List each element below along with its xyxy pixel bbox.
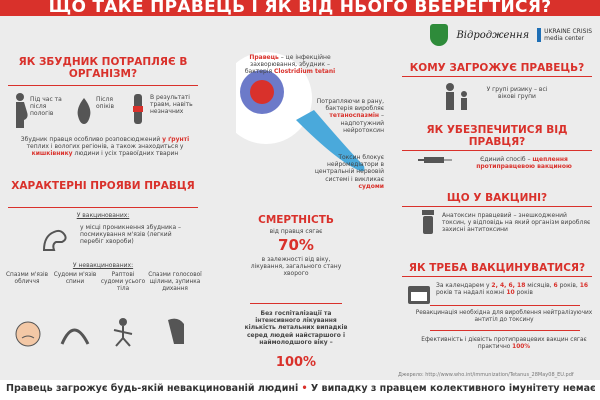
footer-part: У випадку з правцем колективного імунітету немає <box>310 383 596 394</box>
divider <box>250 303 342 304</box>
when-part: років, <box>557 282 580 289</box>
mortality-text: в залежності від віку, лікування, загального стану хворого <box>250 256 342 278</box>
vaccine-text: Анатоксин правцевий – знешкоджений токсин, у відповідь на який організм виробляє захисні антитоксини <box>442 212 591 234</box>
flame-icon <box>74 96 94 124</box>
toxin-text <box>300 154 384 190</box>
divider <box>8 85 198 86</box>
back-arch-icon <box>60 316 90 348</box>
uacrisis-logo <box>537 28 592 42</box>
source-link[interactable]: Джерело: http://www.who.int/immunization/Tetanus_28May08_EU.pdf <box>398 372 574 378</box>
eff-percent: 100% <box>512 343 531 350</box>
cause-item: Після опіків <box>96 96 115 111</box>
cause-title: ЯК ЗБУДНИК ПОТРАПЛЯЄ В ОРГАНІЗМ? <box>18 56 188 80</box>
vaccinated-text: у місці проникнення збудника – посмикування м'язів (легкий перебіг хвороби) <box>80 224 182 246</box>
mortality-percent: 70% <box>278 236 314 254</box>
cause-item: Під час та після пологів <box>30 96 62 118</box>
flexed-arm-icon <box>40 224 76 254</box>
face-spasm-icon <box>14 320 42 348</box>
syringe-icon <box>418 152 454 168</box>
cause-text-part: теплих і вологих регіонів, а також знаходиться у <box>26 143 184 151</box>
intro-highlight: Правець <box>249 54 279 61</box>
bacteria-text <box>300 98 384 134</box>
when-highlight: 6 <box>553 282 558 289</box>
symptom-label: Спазми голосової щілини, зупинка дихання <box>148 272 202 292</box>
revac-text: Ревакцинація необхідна для вироблення нейтралізуючих антитіл до токсину <box>415 310 593 323</box>
when-part: За календарем у <box>436 282 492 289</box>
mortality-sub: від правця сягає <box>269 228 323 235</box>
header-bar <box>0 0 600 16</box>
uc-line1: UKRAINE CRISIS <box>544 28 592 35</box>
family-icon <box>440 82 476 112</box>
divider <box>402 76 592 77</box>
cause-text-part: людини і усіх травоїдних тварин <box>74 150 179 158</box>
bacteria-part: Потрапляючи в рану, бактерія виробляє <box>316 98 384 113</box>
protect-text <box>458 156 590 170</box>
convulsions-icon <box>108 316 138 348</box>
no-hosp-percent: 100% <box>275 355 317 370</box>
ministry-logo-icon <box>430 24 448 46</box>
vial-icon <box>420 210 436 236</box>
intro-text <box>236 54 344 76</box>
risk-title: КОМУ ЗАГРОЖУЄ ПРАВЕЦЬ? <box>409 62 585 74</box>
symptom-label: Судоми м'язів спини <box>53 272 97 285</box>
signs-title: ХАРАКТЕРНІ ПРОЯВИ ПРАВЦЯ <box>11 180 195 192</box>
toxin-highlight: судоми <box>358 182 384 190</box>
page-title: ЩО ТАКЕ ПРАВЕЦЬ І ЯК ВІД НЬОГО ВБЕРЕГТИСЯ? <box>48 0 552 17</box>
divider <box>8 207 198 208</box>
when-part: років та надалі кожні <box>436 289 507 297</box>
when-part: місяців, <box>525 282 554 289</box>
intro-highlight: Clostridium tetani <box>274 68 336 76</box>
logo-group <box>430 24 592 46</box>
injured-leg-icon <box>130 94 148 126</box>
cause-item: В результаті травм, навіть незначних <box>150 94 193 116</box>
bacteria-highlight: тетаноспазмін <box>329 112 380 120</box>
eff-part: Ефективність і дієвість протиправцевих вакцин сягає практично <box>421 337 587 350</box>
when-part: років <box>514 289 533 297</box>
when-highlight: 2, 4, 6, 18 <box>491 282 526 289</box>
eff-text <box>414 337 594 351</box>
when-highlight: 16 <box>579 282 589 289</box>
unvaccinated-label: У невакцинованих: <box>72 262 134 269</box>
cause-text-part: Збудник правця особливо розповсюджений <box>20 136 161 143</box>
bacteria-part: – надпотужний нейротоксин <box>340 112 384 134</box>
divider <box>402 206 592 207</box>
uc-line2: media center <box>544 35 585 42</box>
throat-icon <box>162 316 190 348</box>
cause-icons-row <box>10 92 200 132</box>
mortality-title: СМЕРТНІСТЬ <box>258 214 334 226</box>
cause-text-highlight: у ґрунті <box>162 136 190 143</box>
intro-part: – це інфекційне захворювання, збудник – бактерія <box>244 54 331 76</box>
cause-text-highlight: кишківнику <box>31 150 73 158</box>
when-highlight: 10 <box>506 289 515 297</box>
symptoms-row <box>4 272 204 372</box>
when-title: ЯК ТРЕБА ВАКЦИНУВАТИСЯ? <box>408 262 586 274</box>
divider <box>402 276 592 277</box>
footer-bullet: • <box>301 383 308 394</box>
risk-text: У групі ризику – всі вікові групи <box>486 86 548 101</box>
protect-highlight: щеплення протиправцевою вакциною <box>476 156 572 171</box>
protect-title: ЯК УБЕЗПЕЧИТИСЯ ВІД ПРАВЦЯ? <box>426 124 568 148</box>
footer-part: Правець загрожує будь-якій невакцинованій людині <box>6 383 299 394</box>
when-text <box>436 282 594 296</box>
vaccinated-label: У вакцинованих: <box>76 212 130 219</box>
toxin-part: Токсин блокує нейромедіатори в центральній нервовій системі і викликає <box>314 154 384 183</box>
divider <box>430 330 580 331</box>
symptom-label: Раптові судоми усього тіла <box>100 272 146 292</box>
no-hosp-text: Без госпіталізації та інтенсивного лікування кількість летальних випадків серед людей найстаршого і наймолодшого віку – <box>244 310 348 346</box>
divider <box>402 150 592 151</box>
calendar-icon <box>406 282 432 306</box>
vidrodzhennia-logo: Відродження <box>456 29 530 41</box>
cause-text <box>10 136 200 158</box>
footer-bar <box>0 380 600 400</box>
symptom-label: Спазми м'язів обличчя <box>5 272 49 285</box>
footer-text <box>6 383 596 394</box>
divider <box>430 305 580 306</box>
vaccine-title: ЩО У ВАКЦИНІ? <box>446 192 548 204</box>
protect-part: Єдиний спосіб – <box>480 156 533 163</box>
